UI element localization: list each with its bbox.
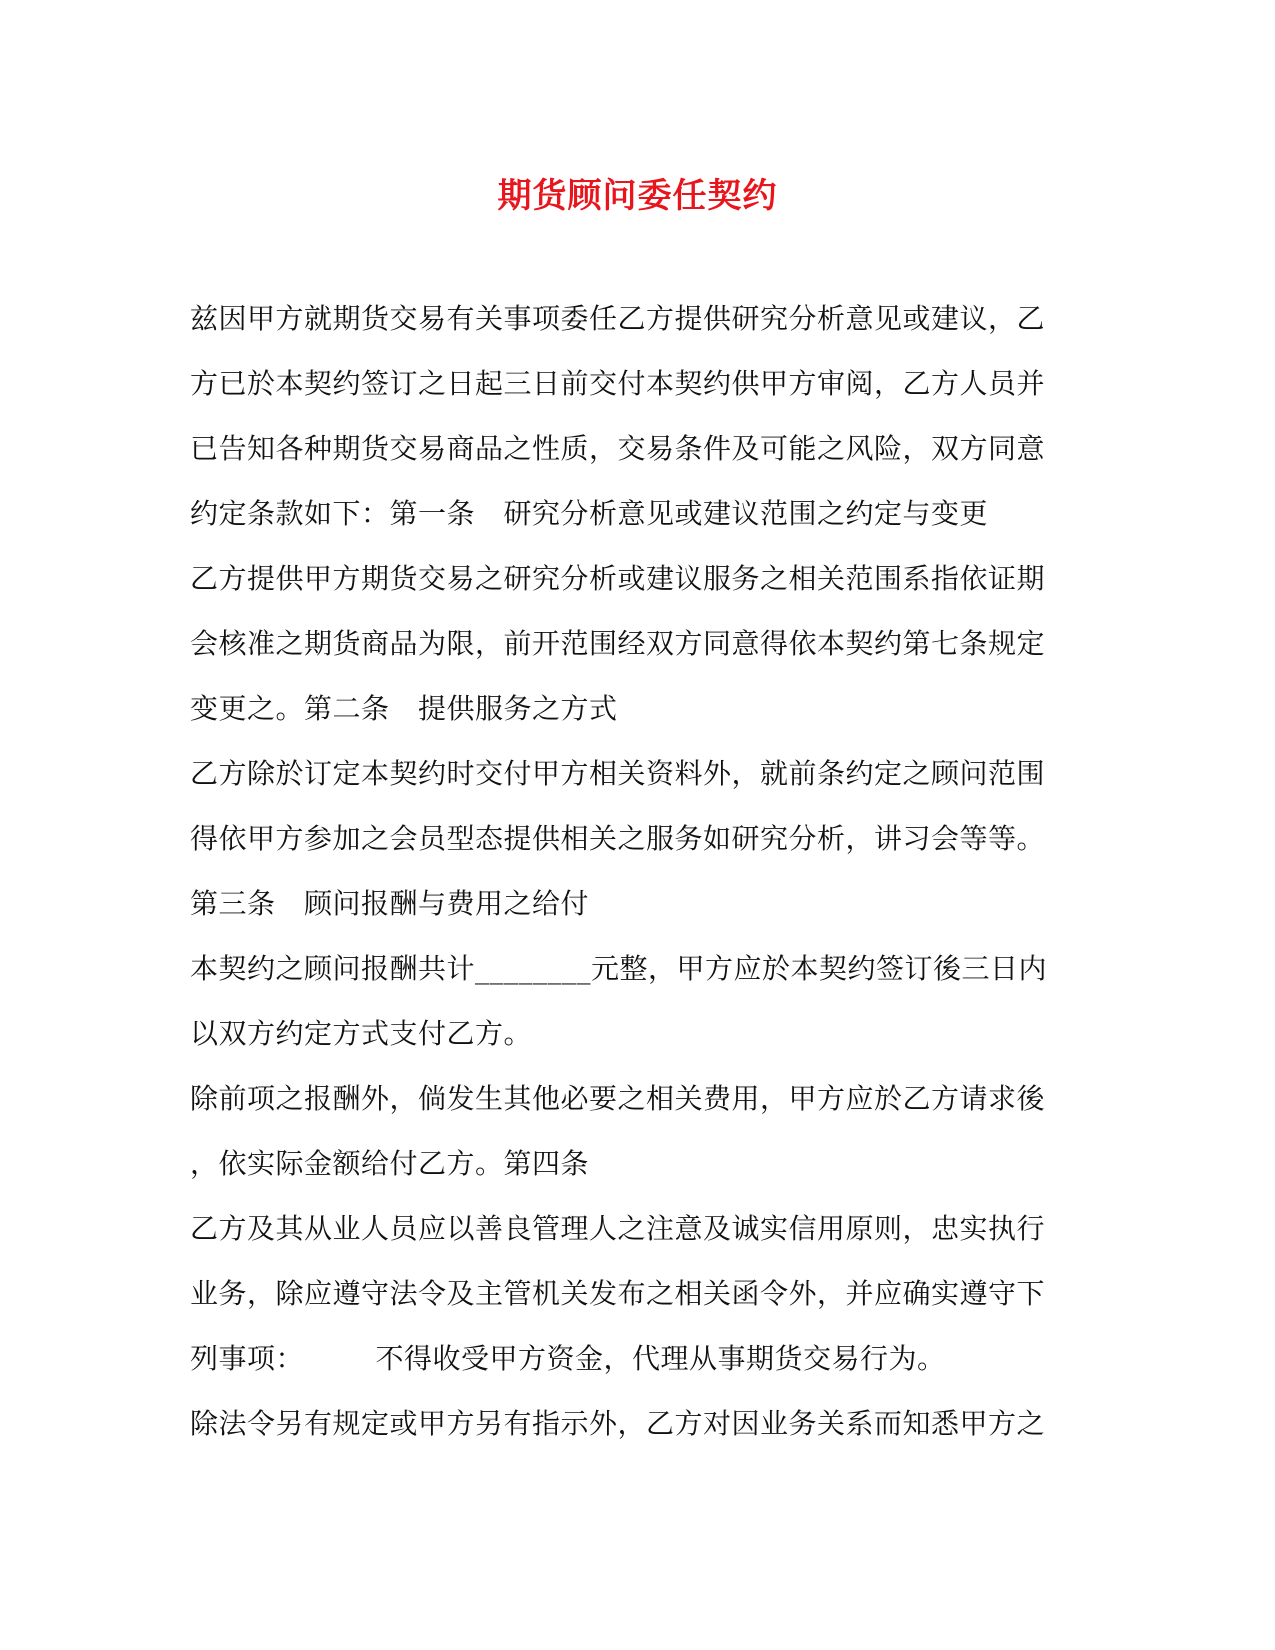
- body-line: 列事项： 不得收受甲方资金，代理从事期货交易行为。: [190, 1342, 946, 1375]
- body-line: 会核准之期货商品为限，前开范围经双方同意得依本契约第七条规定: [190, 627, 1046, 660]
- body-line: 约定条款如下：第一条 研究分析意见或建议范围之约定与变更: [190, 497, 989, 530]
- body-line: 业务，除应遵守法令及主管机关发布之相关函令外，并应确实遵守下: [190, 1277, 1046, 1310]
- document-body: [190, 286, 1090, 1456]
- body-line: 乙方及其从业人员应以善良管理人之注意及诚实信用原则，忠实执行: [190, 1212, 1046, 1245]
- body-line: 本契约之顾问报酬共计________元整，甲方应於本契约签订後三日内: [190, 952, 1048, 985]
- body-line: 方已於本契约签订之日起三日前交付本契约供甲方审阅，乙方人员并: [190, 367, 1046, 400]
- body-line: 以双方约定方式支付乙方。: [190, 1017, 533, 1050]
- body-line: 兹因甲方就期货交易有关事项委任乙方提供研究分析意见或建议，乙: [190, 302, 1046, 335]
- body-line: 变更之。第二条 提供服务之方式: [190, 692, 618, 725]
- body-line: 第三条 顾问报酬与费用之给付: [190, 887, 590, 920]
- body-line: 乙方除於订定本契约时交付甲方相关资料外，就前条约定之顾问范围: [190, 757, 1046, 790]
- body-line: 乙方提供甲方期货交易之研究分析或建议服务之相关范围系指依证期: [190, 562, 1046, 595]
- body-line: 除法令另有规定或甲方另有指示外，乙方对因业务关系而知悉甲方之: [190, 1407, 1046, 1440]
- body-line: 得依甲方参加之会员型态提供相关之服务如研究分析，讲习会等等。: [190, 822, 1046, 855]
- body-line: 除前项之报酬外，倘发生其他必要之相关费用，甲方应於乙方请求後: [190, 1082, 1046, 1115]
- body-line: ，依实际金额给付乙方。第四条: [190, 1147, 590, 1180]
- body-line: 已告知各种期货交易商品之性质，交易条件及可能之风险，双方同意: [190, 432, 1046, 465]
- document-title: 期货顾问委任契约: [497, 176, 778, 216]
